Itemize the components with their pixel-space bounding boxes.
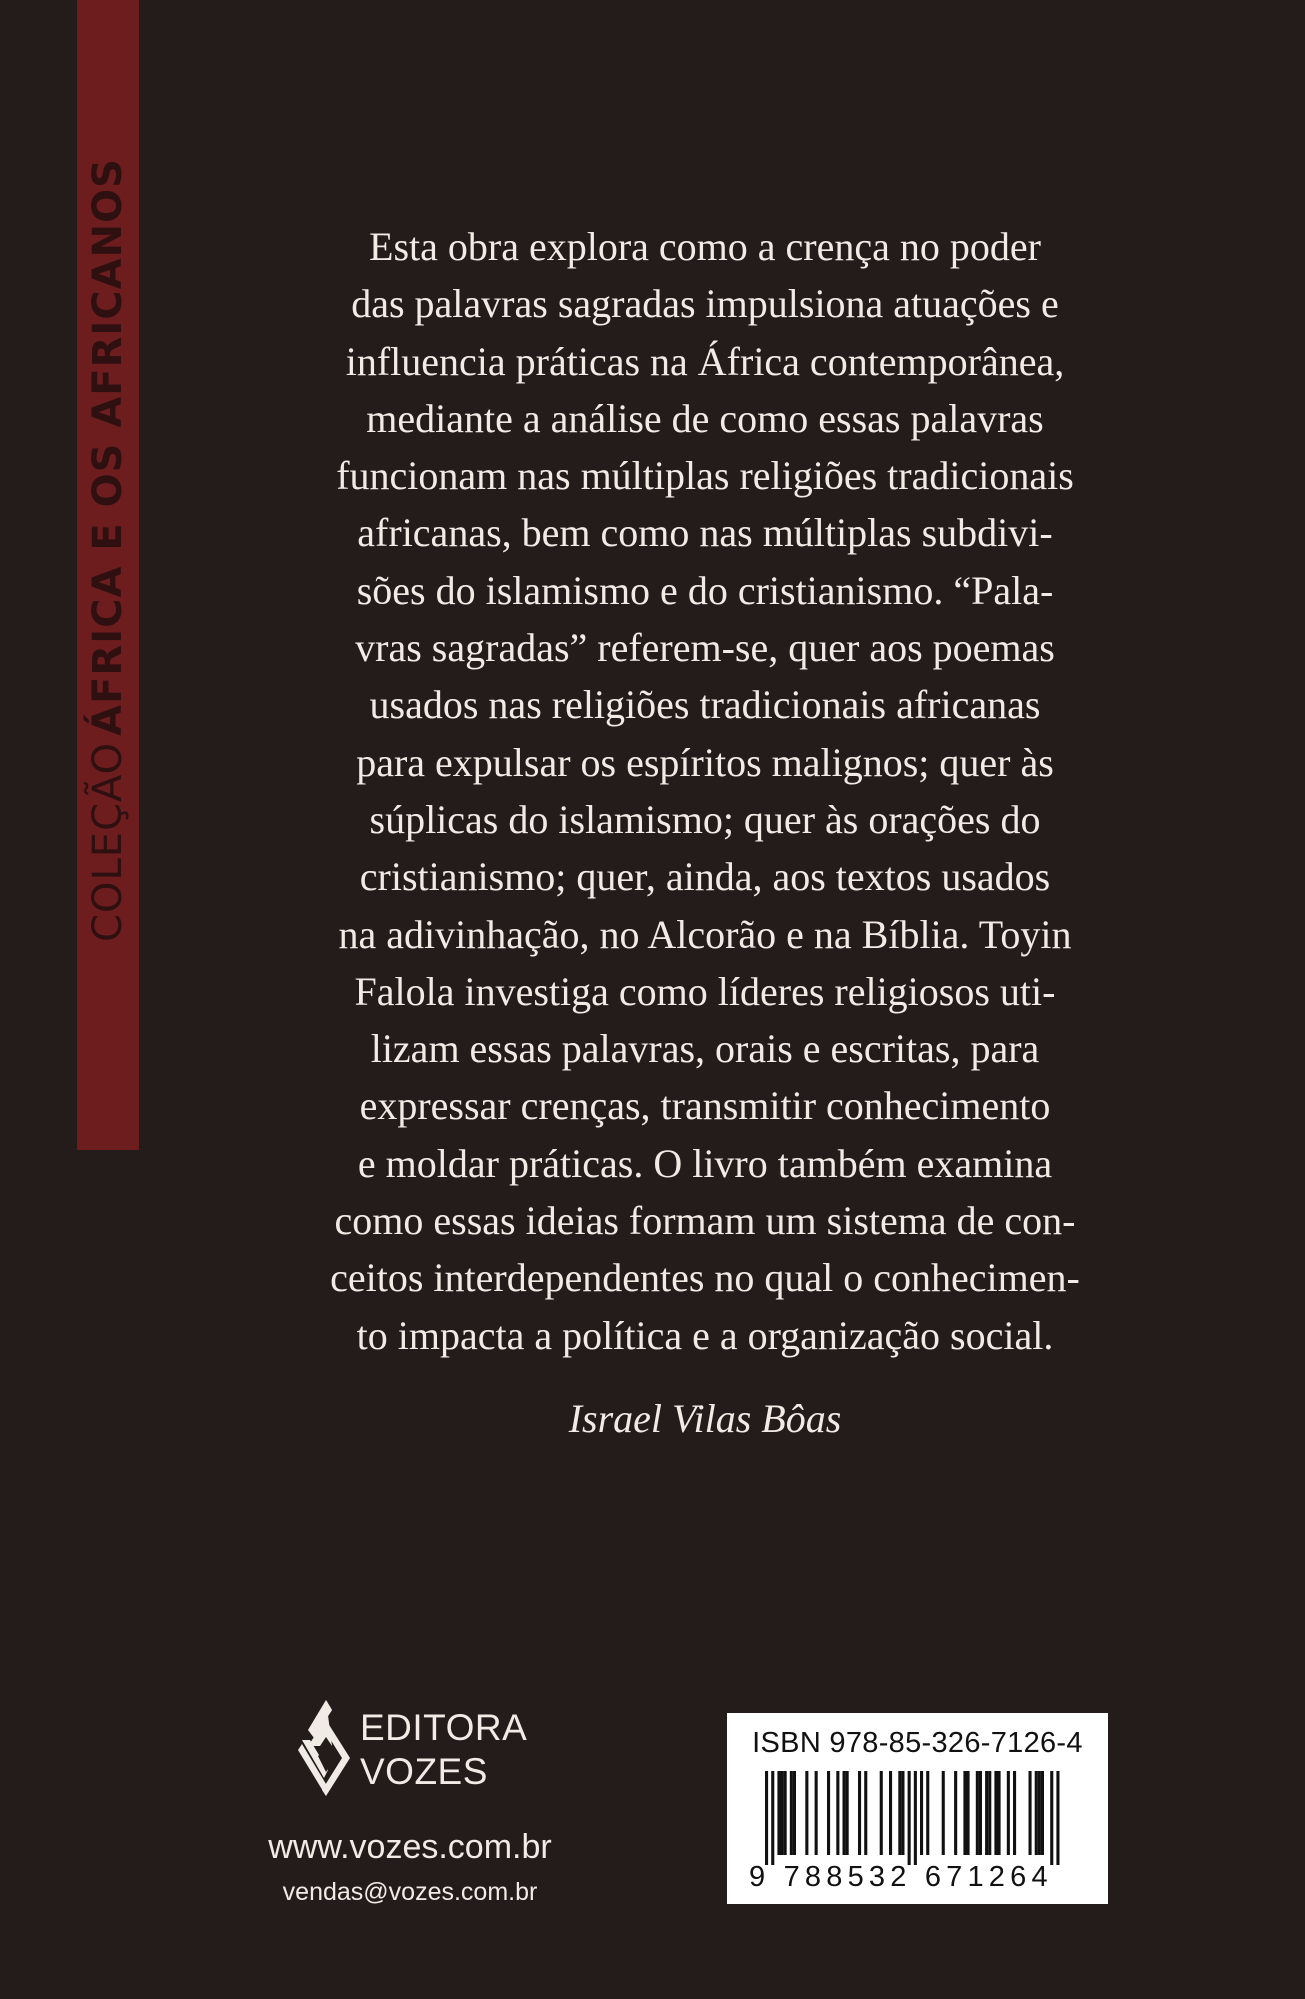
barcode-bar [843,1771,846,1855]
barcode-bar [1050,1771,1053,1865]
barcode-bar [988,1771,991,1855]
blurb-line: e moldar práticas. O livro também examina [357,1140,1053,1186]
barcode-bar [889,1771,892,1855]
barcode-bar [908,1771,911,1865]
blurb-line: influencia práticas na África contemporânea, [345,338,1065,384]
barcode-bar [1007,1771,1010,1855]
barcode-bar [793,1771,796,1855]
barcode-bar [963,1771,966,1855]
publisher-logo [298,1700,528,1800]
barcode-bar [1029,1771,1032,1855]
barcode-bar [880,1771,883,1855]
barcode-bar [846,1771,849,1855]
barcode-bar [926,1771,929,1855]
blurb-line: Falola investiga como líderes religiosos uti- [354,968,1056,1014]
publisher-name [360,1706,527,1794]
barcode-bar [994,1771,997,1855]
barcode-bar [864,1771,867,1855]
barcode-bar [1035,1771,1038,1855]
barcode-bar [976,1771,979,1855]
barcode-bar [777,1771,780,1855]
barcode-bar [985,1771,988,1855]
blurb-line: to impacta a política e a organização social. [356,1312,1054,1358]
blurb-line: para expulsar os espíritos malignos; quer às [356,739,1054,785]
blurb-line: ceitos interdependentes no qual o conhecimen- [330,1255,1080,1301]
barcode-bar [998,1771,1001,1855]
barcode-bar [1038,1771,1041,1855]
blurb-line: na adivinhação, no Alcorão e na Bíblia. Toyin [338,911,1072,957]
barcode-bar [784,1771,787,1855]
barcode-bar [1013,1771,1016,1855]
publisher-name-line1: EDITORA [360,1707,528,1748]
barcode-digits: 9 788532 671264 [749,1861,1053,1893]
blurb-line: expressar crenças, transmitir conhecimento [359,1083,1051,1129]
collection-prefix: COLEÇÃO [85,741,131,942]
barcode-bar [765,1771,768,1865]
collection-label [77,50,139,1050]
barcode-bar [901,1771,904,1855]
blurb-signature: Israel Vilas Bôas [568,1396,842,1441]
blurb-text [290,218,1120,1364]
barcode-bar [815,1771,818,1855]
blurb-line: vras sagradas” referem-se, quer aos poemas [355,625,1055,671]
blurb-line: funcionam nas múltiplas religiões tradicionais [336,453,1074,499]
publisher-website[interactable]: www.vozes.com.br [268,1828,552,1866]
barcode-bars [747,1771,1089,1865]
barcode-bar [954,1771,957,1855]
barcode-bar [858,1771,861,1855]
blurb-line: como essas ideias formam um sistema de con- [334,1198,1076,1244]
barcode-bar [898,1771,901,1855]
isbn-barcode [727,1713,1108,1904]
barcode-bar [790,1771,793,1855]
barcode-bar [836,1771,839,1855]
barcode-bar [967,1771,970,1855]
barcode-bar [1041,1771,1044,1855]
barcode-bar [805,1771,808,1855]
publisher-name-line2: VOZES [360,1751,488,1792]
barcode-bar [942,1771,945,1855]
publisher-email[interactable]: vendas@vozes.com.br [282,1878,538,1906]
barcode-bar [914,1771,917,1865]
blurb-line: mediante a análise de como essas palavras [366,395,1044,441]
blurb-line: súplicas do islamismo; quer às orações do [369,796,1041,842]
barcode-bar [781,1771,784,1855]
blurb-line: Esta obra explora como a crença no poder [369,224,1041,269]
blurb-line: das palavras sagradas impulsiona atuações e [351,281,1059,327]
blurb-line: cristianismo; quer, ainda, aos textos usados [359,854,1051,900]
barcode-bar [920,1771,923,1855]
barcode-bar [827,1771,830,1855]
barcode-bar [771,1771,774,1865]
blurb-line: lizam essas palavras, orais e escritas, para [370,1026,1040,1072]
blurb-line: usados nas religiões tradicionais africanas [369,682,1041,728]
collection-name: ÁFRICA E OS AFRICANOS [85,158,131,736]
barcode-bar [1056,1771,1059,1865]
vozes-chevron-logo-icon [298,1700,354,1798]
blurb-line: africanas, bem como nas múltiplas subdivi- [357,510,1053,556]
blurb-line: sões do islamismo e do cristianismo. “Pala- [356,567,1054,613]
barcode-bar [979,1771,982,1855]
isbn-label: ISBN 978-85-326-7126-4 [752,1727,1083,1759]
